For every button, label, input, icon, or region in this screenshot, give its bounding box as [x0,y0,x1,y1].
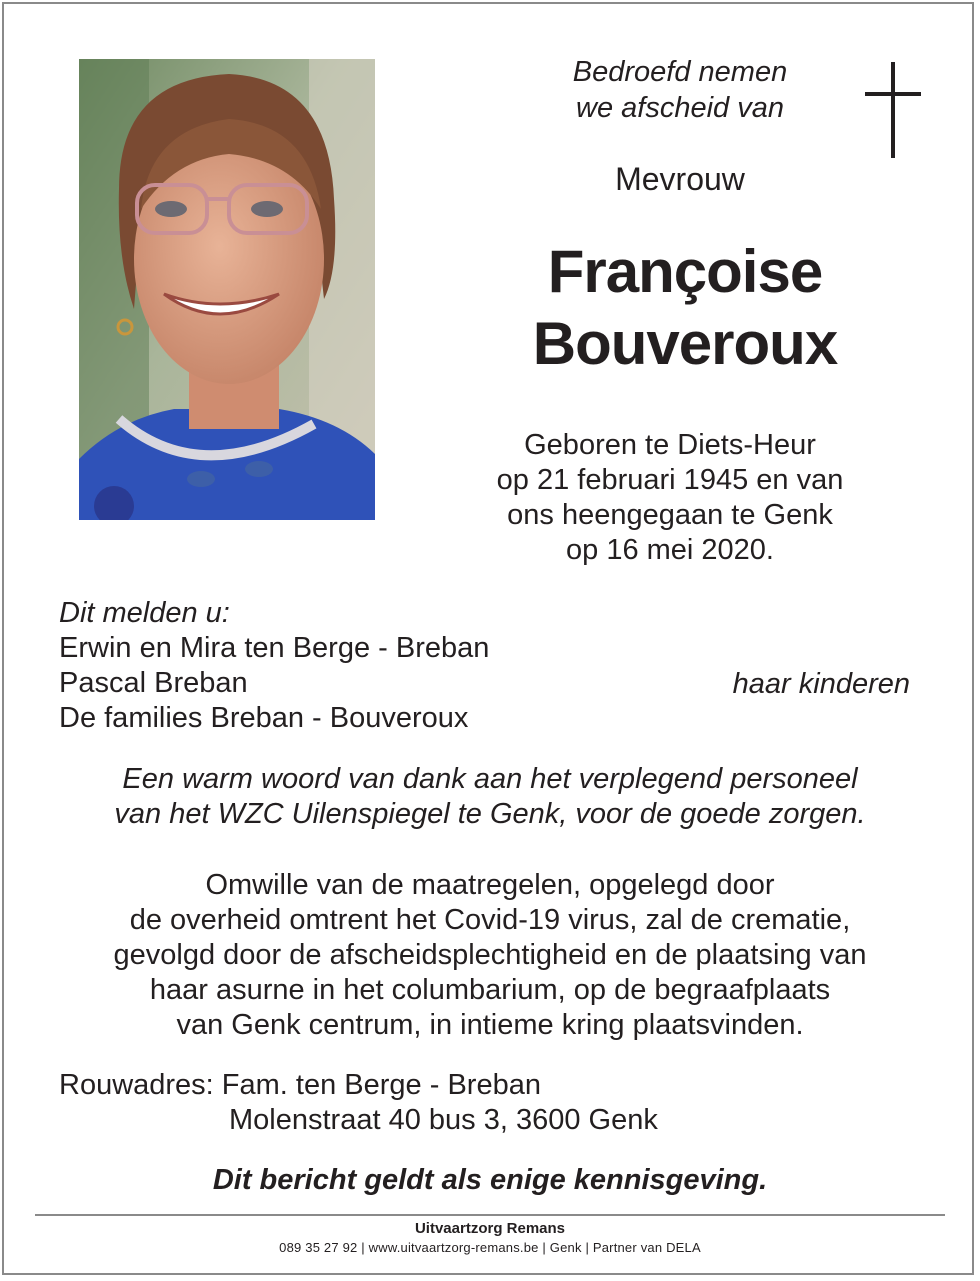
mourning-address [59,1068,658,1138]
cross-icon [862,62,924,158]
funeral-home-name: Uitvaartzorg Remans [414,1220,566,1237]
announcers-heading: Dit melden u: [59,597,230,629]
thanks-line: Een warm woord van dank aan het verplegend personeel [122,763,858,795]
funeral-home-contact: 089 35 27 92 | www.uitvaartzorg-remans.be | Genk | Partner van DELA [279,1240,701,1255]
notice-line: haar asurne in het columbarium, op de begraafplaats [149,974,831,1006]
notice-line: van Genk centrum, in intieme kring plaatsvinden. [176,1009,804,1041]
closing-statement: Dit bericht geldt als enige kennisgeving. [212,1164,768,1196]
address-line: Rouwadres: Fam. ten Berge - Breban [59,1069,541,1101]
announcers-list [59,596,489,736]
detail-line: ons heengegaan te Genk [507,499,833,531]
footer-divider [35,1214,945,1216]
announcer-line: De families Breban - Bouveroux [59,702,469,734]
intro-line: we afscheid van [576,92,784,124]
notice-line: de overheid omtrent het Covid-19 virus, zal de crematie, [129,904,851,936]
announcer-line: Pascal Breban [59,667,248,699]
first-name: Françoise [547,238,823,305]
relation-label: haar kinderen [732,668,910,700]
detail-line: op 16 mei 2020. [566,534,774,566]
thanks-message [40,762,940,832]
portrait-photo [79,59,375,520]
last-name: Bouveroux [532,310,838,377]
intro-text [520,54,840,126]
birth-death-details [450,428,890,568]
thanks-line: van het WZC Uilenspiegel te Genk, voor de goede zorgen. [114,798,866,830]
detail-line: Geboren te Diets-Heur [524,429,816,461]
honorific: Mevrouw [615,161,745,197]
intro-line: Bedroefd nemen [572,56,788,88]
address-line: Molenstraat 40 bus 3, 3600 Genk [229,1104,658,1136]
notice-line: Omwille van de maatregelen, opgelegd door [205,869,775,901]
detail-line: op 21 februari 1945 en van [496,464,844,496]
notice-line: gevolgd door de afscheidsplechtigheid en de plaatsing van [113,939,867,971]
announcer-line: Erwin en Mira ten Berge - Breban [59,632,490,664]
deceased-name [500,236,870,380]
ceremony-notice [40,868,940,1043]
